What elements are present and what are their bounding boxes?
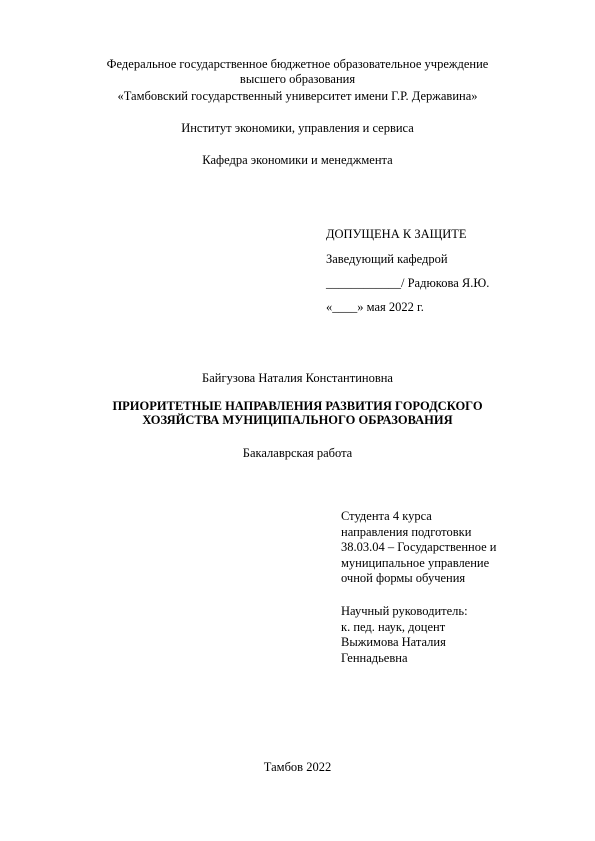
work-type: Бакалаврская работа [242, 446, 353, 460]
thesis-title-line-2: ХОЗЯЙСТВА МУНИЦИПАЛЬНОГО ОБРАЗОВАНИЯ [142, 413, 453, 427]
organization-line-3: «Тамбовский государственный университет имени Г.Р. Державина» [117, 89, 478, 103]
approval-role: Заведующий кафедрой [326, 252, 448, 266]
supervisor-line-3: Выжимова Наталия [341, 635, 446, 649]
approval-signature-line: ____________/ Радюкова Я.Ю. [326, 276, 490, 290]
approval-title: ДОПУЩЕНА К ЗАЩИТЕ [326, 227, 467, 241]
supervisor-line-4: Геннадьевна [341, 650, 408, 665]
student-info-line-5: очной формы обучения [341, 571, 466, 585]
institute-name: Институт экономики, управления и сервиса [181, 121, 414, 135]
student-info-line-1: Студента 4 курса [341, 509, 432, 523]
organization-line-2: высшего образования [239, 72, 356, 86]
student-info-line-2: направления подготовки [341, 524, 472, 539]
student-info-block [341, 509, 496, 587]
approval-date: «____» мая 2022 г. [326, 300, 424, 314]
student-info-line-4: муниципальное управление [341, 555, 490, 570]
supervisor-line-2: к. пед. наук, доцент [341, 619, 446, 634]
thesis-title-line-1: ПРИОРИТЕТНЫЕ НАПРАВЛЕНИЯ РАЗВИТИЯ ГОРОДСКОГО [112, 399, 483, 413]
supervisor-block [341, 604, 468, 666]
city-year: Тамбов 2022 [263, 760, 332, 774]
department-name: Кафедра экономики и менеджмента [202, 153, 393, 167]
author-name: Байгузова Наталия Константиновна [202, 371, 393, 385]
organization-line-1: Федеральное государственное бюджетное образовательное учреждение [106, 57, 489, 71]
student-info-line-3: 38.03.04 – Государственное и [341, 540, 497, 554]
supervisor-line-1: Научный руководитель: [341, 604, 468, 618]
